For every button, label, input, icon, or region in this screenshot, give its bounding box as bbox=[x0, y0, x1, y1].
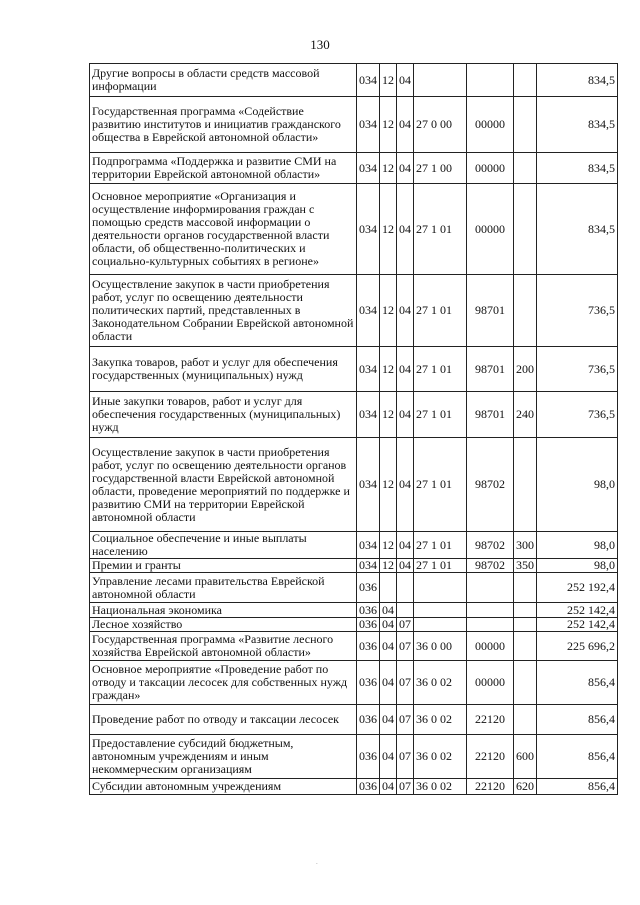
cell-code-subsection: 07 bbox=[397, 661, 414, 705]
cell-code-section: 04 bbox=[380, 661, 397, 705]
cell-amount: 856,4 bbox=[537, 705, 618, 735]
cell-code-subsection: 04 bbox=[397, 559, 414, 573]
cell-code-subsection: 04 bbox=[397, 97, 414, 153]
cell-code-expense-type: 600 bbox=[514, 735, 537, 779]
footer-mark: . bbox=[316, 858, 318, 866]
cell-code-target-tail: 22120 bbox=[467, 705, 514, 735]
cell-code-target-tail: 22120 bbox=[467, 735, 514, 779]
cell-code-section: 12 bbox=[380, 532, 397, 559]
cell-row-name: Социальное обеспечение и иные выплаты населению bbox=[90, 532, 357, 559]
cell-row-name: Другие вопросы в области средств массовой информации bbox=[90, 64, 357, 97]
cell-code-target-tail: 00000 bbox=[467, 661, 514, 705]
cell-code-subsection: 04 bbox=[397, 184, 414, 275]
cell-amount: 98,0 bbox=[537, 532, 618, 559]
cell-amount: 834,5 bbox=[537, 153, 618, 184]
cell-code-target: 36 0 02 bbox=[414, 705, 467, 735]
cell-amount: 736,5 bbox=[537, 347, 618, 392]
cell-code-expense-type bbox=[514, 661, 537, 705]
budget-table bbox=[89, 63, 618, 795]
cell-code-admin: 034 bbox=[357, 347, 380, 392]
cell-code-section: 12 bbox=[380, 184, 397, 275]
cell-code-subsection: 07 bbox=[397, 779, 414, 795]
cell-code-admin: 034 bbox=[357, 184, 380, 275]
table-row bbox=[90, 603, 618, 618]
cell-row-name: Государственная программа «Развитие лесного хозяйства Еврейской автономной области» bbox=[90, 632, 357, 661]
cell-code-expense-type: 200 bbox=[514, 347, 537, 392]
cell-amount: 225 696,2 bbox=[537, 632, 618, 661]
cell-code-admin: 034 bbox=[357, 64, 380, 97]
cell-amount: 252 142,4 bbox=[537, 603, 618, 618]
cell-row-name: Управление лесами правительства Еврейской автономной области bbox=[90, 573, 357, 603]
cell-code-expense-type: 240 bbox=[514, 392, 537, 438]
cell-code-admin: 034 bbox=[357, 275, 380, 347]
table-row bbox=[90, 97, 618, 153]
cell-amount: 98,0 bbox=[537, 438, 618, 532]
cell-code-admin: 034 bbox=[357, 438, 380, 532]
cell-row-name: Национальная экономика bbox=[90, 603, 357, 618]
table-row bbox=[90, 618, 618, 632]
cell-code-section: 12 bbox=[380, 275, 397, 347]
cell-code-expense-type: 620 bbox=[514, 779, 537, 795]
cell-code-expense-type bbox=[514, 632, 537, 661]
cell-row-name: Субсидии автономным учреждениям bbox=[90, 779, 357, 795]
cell-code-subsection: 04 bbox=[397, 64, 414, 97]
table-row bbox=[90, 153, 618, 184]
cell-code-target: 27 1 01 bbox=[414, 438, 467, 532]
cell-code-expense-type bbox=[514, 618, 537, 632]
cell-code-subsection bbox=[397, 603, 414, 618]
cell-code-admin: 036 bbox=[357, 779, 380, 795]
cell-code-expense-type bbox=[514, 603, 537, 618]
budget-table-body bbox=[90, 64, 618, 795]
cell-code-target-tail: 00000 bbox=[467, 97, 514, 153]
cell-code-admin: 036 bbox=[357, 573, 380, 603]
cell-code-section: 12 bbox=[380, 64, 397, 97]
cell-code-subsection bbox=[397, 573, 414, 603]
table-row bbox=[90, 438, 618, 532]
table-row bbox=[90, 347, 618, 392]
cell-code-expense-type bbox=[514, 573, 537, 603]
cell-row-name: Основное мероприятие «Организация и осуществление информирования граждан с помощью средств массовой информации о деятельности органов государственной власти области, об общественно-политических и социально-культурных событиях в регионе» bbox=[90, 184, 357, 275]
cell-code-section: 04 bbox=[380, 705, 397, 735]
cell-code-admin: 034 bbox=[357, 97, 380, 153]
table-row bbox=[90, 275, 618, 347]
cell-row-name: Осуществление закупок в части приобретения работ, услуг по освещению деятельности органов государственной власти Еврейской автономной области, проведение мероприятий по поддержке и развитию СМИ на территории Еврейской автономной области bbox=[90, 438, 357, 532]
cell-code-admin: 036 bbox=[357, 618, 380, 632]
cell-code-target-tail: 98701 bbox=[467, 275, 514, 347]
page-number: 130 bbox=[310, 37, 330, 52]
cell-code-expense-type bbox=[514, 64, 537, 97]
cell-code-subsection: 04 bbox=[397, 532, 414, 559]
cell-code-target: 36 0 02 bbox=[414, 735, 467, 779]
cell-code-expense-type bbox=[514, 438, 537, 532]
cell-code-target-tail: 00000 bbox=[467, 184, 514, 275]
cell-code-admin: 036 bbox=[357, 705, 380, 735]
cell-code-target bbox=[414, 603, 467, 618]
cell-code-admin: 034 bbox=[357, 559, 380, 573]
table-row bbox=[90, 632, 618, 661]
cell-code-subsection: 04 bbox=[397, 392, 414, 438]
table-row bbox=[90, 392, 618, 438]
cell-row-name: Закупка товаров, работ и услуг для обеспечения государственных (муниципальных) нужд bbox=[90, 347, 357, 392]
cell-code-target-tail: 98701 bbox=[467, 392, 514, 438]
cell-code-expense-type bbox=[514, 97, 537, 153]
cell-code-target-tail: 98702 bbox=[467, 532, 514, 559]
cell-code-target bbox=[414, 64, 467, 97]
cell-code-section bbox=[380, 573, 397, 603]
cell-code-subsection: 04 bbox=[397, 347, 414, 392]
cell-code-section: 04 bbox=[380, 603, 397, 618]
cell-code-target: 36 0 02 bbox=[414, 661, 467, 705]
cell-code-expense-type bbox=[514, 275, 537, 347]
cell-code-target: 27 0 00 bbox=[414, 97, 467, 153]
cell-code-target: 36 0 00 bbox=[414, 632, 467, 661]
cell-code-target-tail bbox=[467, 603, 514, 618]
cell-code-section: 12 bbox=[380, 438, 397, 532]
cell-row-name: Предоставление субсидий бюджетным, автономным учреждениям и иным некоммерческим организациям bbox=[90, 735, 357, 779]
cell-amount: 834,5 bbox=[537, 64, 618, 97]
cell-code-admin: 036 bbox=[357, 603, 380, 618]
cell-code-section: 12 bbox=[380, 97, 397, 153]
cell-amount: 98,0 bbox=[537, 559, 618, 573]
cell-row-name: Иные закупки товаров, работ и услуг для обеспечения государственных (муниципальных) нужд bbox=[90, 392, 357, 438]
table-row bbox=[90, 705, 618, 735]
cell-code-section: 12 bbox=[380, 153, 397, 184]
cell-code-section: 12 bbox=[380, 392, 397, 438]
cell-code-expense-type: 300 bbox=[514, 532, 537, 559]
cell-code-target: 27 1 01 bbox=[414, 559, 467, 573]
cell-amount: 252 192,4 bbox=[537, 573, 618, 603]
cell-amount: 834,5 bbox=[537, 184, 618, 275]
cell-code-section: 12 bbox=[380, 347, 397, 392]
cell-row-name: Премии и гранты bbox=[90, 559, 357, 573]
cell-amount: 252 142,4 bbox=[537, 618, 618, 632]
cell-code-expense-type: 350 bbox=[514, 559, 537, 573]
cell-code-expense-type bbox=[514, 184, 537, 275]
cell-amount: 856,4 bbox=[537, 779, 618, 795]
cell-code-target-tail: 00000 bbox=[467, 632, 514, 661]
cell-code-target: 27 1 01 bbox=[414, 347, 467, 392]
cell-amount: 856,4 bbox=[537, 735, 618, 779]
cell-code-subsection: 07 bbox=[397, 735, 414, 779]
cell-amount: 856,4 bbox=[537, 661, 618, 705]
cell-row-name: Подпрограмма «Поддержка и развитие СМИ на территории Еврейской автономной области» bbox=[90, 153, 357, 184]
cell-row-name: Государственная программа «Содействие развитию институтов и инициатив гражданского общества в Еврейской автономной области» bbox=[90, 97, 357, 153]
cell-row-name: Основное мероприятие «Проведение работ по отводу и таксации лесосек для собственных нужд граждан» bbox=[90, 661, 357, 705]
cell-code-target bbox=[414, 618, 467, 632]
cell-amount: 736,5 bbox=[537, 392, 618, 438]
table-row bbox=[90, 64, 618, 97]
cell-code-target bbox=[414, 573, 467, 603]
cell-code-subsection: 07 bbox=[397, 632, 414, 661]
table-row bbox=[90, 559, 618, 573]
cell-code-section: 04 bbox=[380, 632, 397, 661]
table-row bbox=[90, 735, 618, 779]
cell-code-target-tail bbox=[467, 618, 514, 632]
cell-code-target: 27 1 01 bbox=[414, 275, 467, 347]
cell-code-admin: 036 bbox=[357, 661, 380, 705]
cell-code-subsection: 07 bbox=[397, 705, 414, 735]
cell-code-target-tail: 98702 bbox=[467, 438, 514, 532]
cell-code-subsection: 04 bbox=[397, 275, 414, 347]
cell-code-target-tail bbox=[467, 64, 514, 97]
cell-code-subsection: 04 bbox=[397, 153, 414, 184]
cell-code-admin: 034 bbox=[357, 532, 380, 559]
table-row bbox=[90, 779, 618, 795]
table-row bbox=[90, 661, 618, 705]
table-row bbox=[90, 573, 618, 603]
cell-code-expense-type bbox=[514, 705, 537, 735]
cell-code-target: 27 1 01 bbox=[414, 392, 467, 438]
cell-code-target: 27 1 01 bbox=[414, 532, 467, 559]
cell-code-admin: 034 bbox=[357, 153, 380, 184]
cell-code-target-tail: 00000 bbox=[467, 153, 514, 184]
table-row bbox=[90, 184, 618, 275]
cell-amount: 834,5 bbox=[537, 97, 618, 153]
cell-code-admin: 036 bbox=[357, 735, 380, 779]
cell-code-subsection: 04 bbox=[397, 438, 414, 532]
cell-code-subsection: 07 bbox=[397, 618, 414, 632]
cell-code-target: 27 1 01 bbox=[414, 184, 467, 275]
cell-row-name: Осуществление закупок в части приобретения работ, услуг по освещению деятельности политических партий, представленных в Законодательном Собрании Еврейской автономной области bbox=[90, 275, 357, 347]
cell-code-target-tail bbox=[467, 573, 514, 603]
cell-code-section: 04 bbox=[380, 618, 397, 632]
cell-code-expense-type bbox=[514, 153, 537, 184]
cell-code-section: 04 bbox=[380, 779, 397, 795]
cell-code-admin: 034 bbox=[357, 392, 380, 438]
cell-code-target: 36 0 02 bbox=[414, 779, 467, 795]
cell-amount: 736,5 bbox=[537, 275, 618, 347]
cell-code-section: 04 bbox=[380, 735, 397, 779]
cell-code-target-tail: 22120 bbox=[467, 779, 514, 795]
cell-code-section: 12 bbox=[380, 559, 397, 573]
cell-code-target: 27 1 00 bbox=[414, 153, 467, 184]
cell-code-target-tail: 98702 bbox=[467, 559, 514, 573]
cell-code-admin: 036 bbox=[357, 632, 380, 661]
cell-row-name: Проведение работ по отводу и таксации лесосек bbox=[90, 705, 357, 735]
cell-row-name: Лесное хозяйство bbox=[90, 618, 357, 632]
table-row bbox=[90, 532, 618, 559]
cell-code-target-tail: 98701 bbox=[467, 347, 514, 392]
